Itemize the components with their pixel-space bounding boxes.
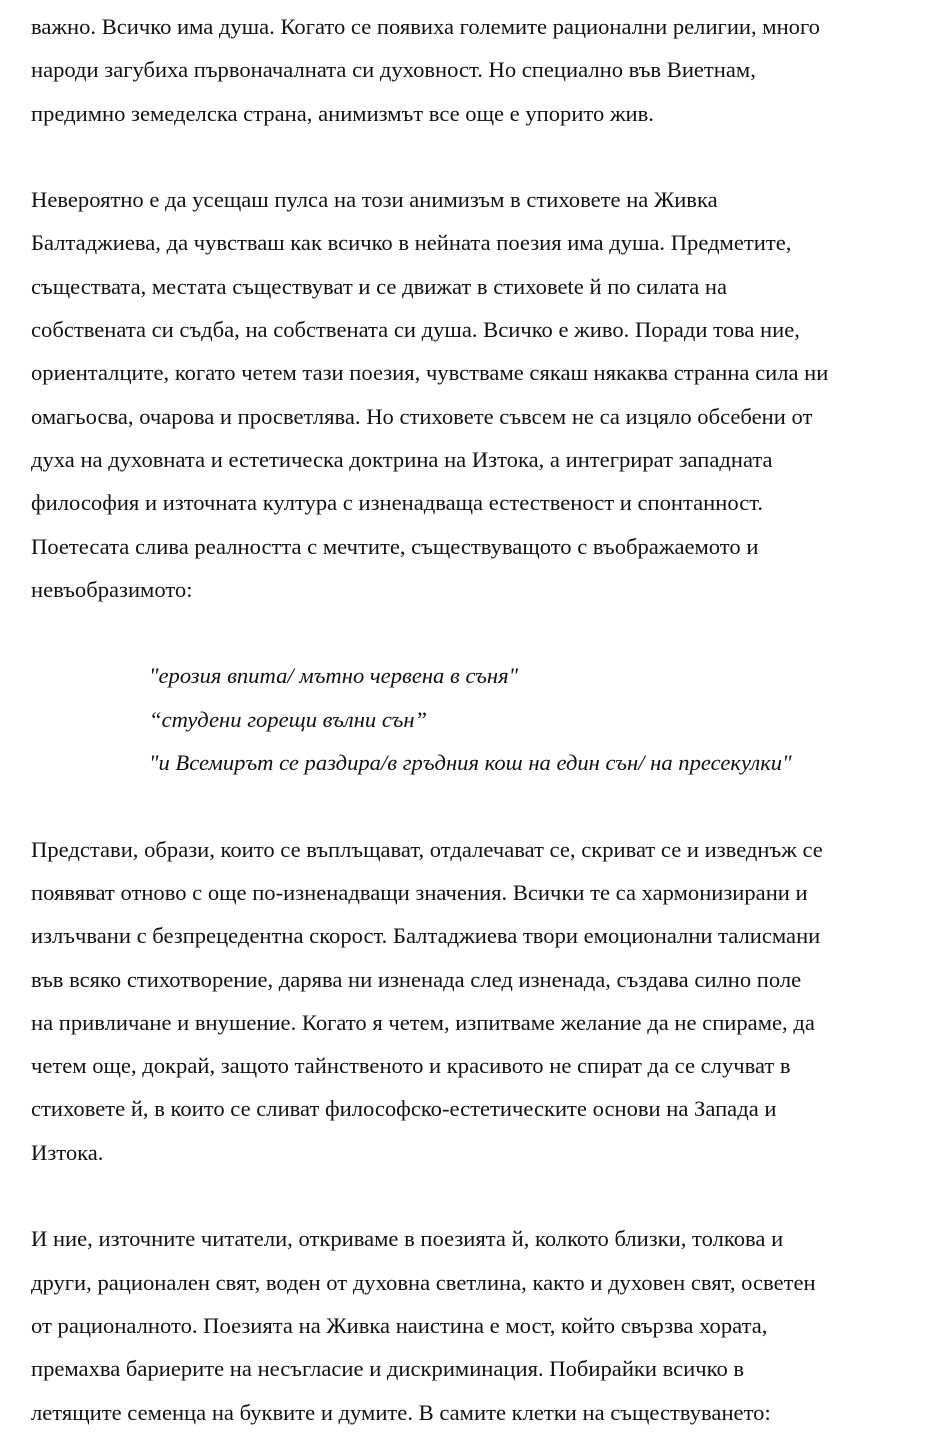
text-line: философия и източната култура с изненадваща естественост и спонтанност.: [31, 490, 764, 516]
text-line: стиховете й, в които се сливат философско-естетическите основи на Запада и: [31, 1096, 777, 1122]
paragraph-spacer: [31, 135, 921, 178]
paragraph-spacer: [31, 784, 921, 827]
text-line: премахва бариерите на несъгласие и дискриминация. Побирайки всичко в: [31, 1356, 745, 1382]
paragraph-spacer: [31, 611, 921, 654]
text-line: Представи, образи, които се въплъщават, отдалечават се, скриват се и изведнъж се: [31, 836, 823, 862]
text-line: народи загубиха първоначалната си духовност. Но специално във Виетнам,: [31, 57, 756, 83]
text-line: И ние, източните читатели, откриваме в поезията й, колкото близки, толкова и: [31, 1226, 784, 1252]
text-line: летящите семенца на буквите и думите. В самите клетки на съществуването:: [31, 1399, 771, 1425]
document-page: [31, 5, 921, 1434]
text-line: духа на духовната и естетическа доктрина на Изтока, а интегрират западната: [31, 446, 773, 472]
text-line: от рационалното. Поезията на Живка наистина е мост, който свързва хората,: [31, 1312, 768, 1338]
paragraph-3: [31, 828, 921, 1174]
text-line: невъобразимото:: [31, 576, 193, 602]
paragraph-4: [31, 1217, 921, 1433]
text-line: съществата, местата съществуват и се движат в стиховеte й по силата на: [31, 273, 728, 299]
text-line: Балтаджиева, да чувстваш как всичко в нейната поезия има душа. Предметите,: [31, 230, 792, 256]
text-line: омагьосва, очарова и просветлява. Но стиховете съвсем не са изцяло обсебени от: [31, 403, 813, 429]
text-line: ориенталците, когато четем тази поезия, чувстваме сякаш някаква странна сила ни: [31, 360, 829, 386]
text-line: Невероятно е да усещаш пулса на този анимизъм в стиховете на Живка: [31, 187, 718, 213]
text-line: във всяко стихотворение, дарява ни изненада след изненада, създава силно поле: [31, 966, 802, 992]
quote-line: "ерозия впита/ мътно червена в съня": [149, 663, 519, 689]
text-line: важно. Всичко има душа. Когато се появиха големите рационални религии, много: [31, 14, 820, 39]
paragraph-spacer: [31, 1174, 921, 1217]
text-line: четем още, докрай, защото тайнственото и красивото не спират да се случват в: [31, 1053, 791, 1079]
quote-line: “студени горещи вълни сън”: [149, 706, 428, 732]
text-line: на привличане и внушение. Когато я четем, изпитваме желание да не спираме, да: [31, 1009, 815, 1035]
poem-quotes: [31, 654, 921, 784]
text-line: появяват отново с още по-изненадващи значения. Всички те са хармонизирани и: [31, 879, 808, 905]
paragraph-2: [31, 178, 921, 611]
text-line: Изтока.: [31, 1139, 104, 1165]
text-line: собствената си съдба, на собствената си душа. Всичко е живо. Поради това ние,: [31, 317, 800, 343]
text-line: предимно земеделска страна, анимизмът все още е упорито жив.: [31, 100, 654, 126]
text-line: излъчвани с безпрецедентна скорост. Балтаджиева твори емоционални талисмани: [31, 923, 821, 949]
quote-line: "и Всемирът се раздира/в гръдния кош на един сън/ на пресекулки": [149, 750, 792, 776]
paragraph-1: [31, 5, 921, 135]
text-line: други, рационален свят, воден от духовна светлина, както и духовен свят, осветен: [31, 1269, 816, 1295]
text-line: Поетесата слива реалността с мечтите, съществуващото с въображаемото и: [31, 533, 759, 559]
